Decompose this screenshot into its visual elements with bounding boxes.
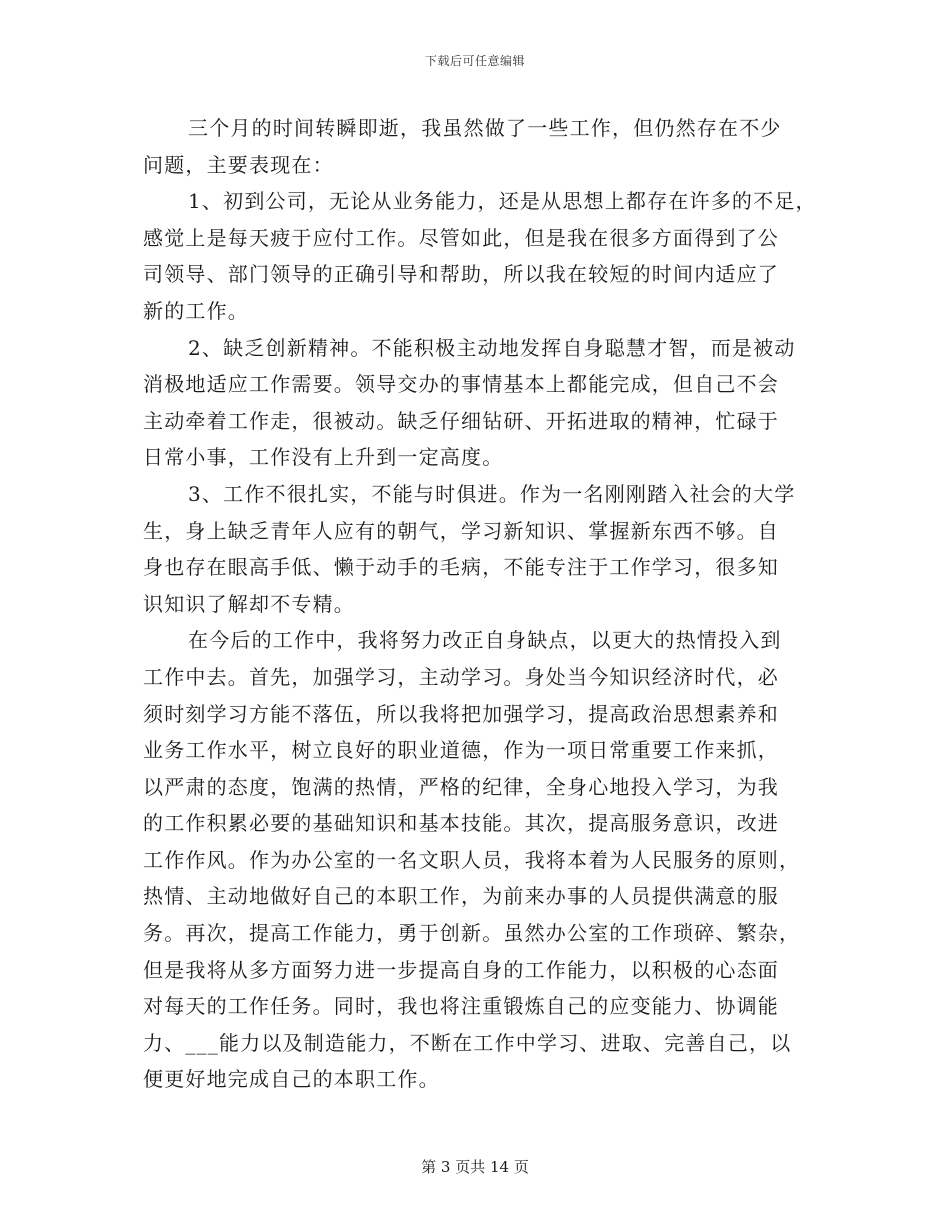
text-line: 热情、主动地做好自己的本职工作，为前来办事的人员提供满意的服 <box>143 884 779 909</box>
text-line: 务。再次，提高工作能力，勇于创新。虽然办公室的工作琐碎、繁杂， <box>143 921 801 946</box>
text-line: 3、工作不很扎实，不能与时俱进。作为一名刚刚踏入社会的大学 <box>188 481 796 506</box>
text-line: 工作作风。作为办公室的一名文职人员，我将本着为人民服务的原则， <box>143 847 801 872</box>
text-line: 以严肃的态度，饱满的热情，严格的纪律，全身心地投入学习，为我 <box>143 774 779 799</box>
page-header-note: 下载后可任意编辑 <box>424 54 525 68</box>
text-line: 须时刻学习方能不落伍，所以我将把加强学习，提高政治思想素养和 <box>143 701 779 726</box>
text-line: 日常小事，工作没有上升到一定高度。 <box>143 445 504 470</box>
text-line: 识知识了解却不专精。 <box>143 591 355 616</box>
text-line: 对每天的工作任务。同时，我也将注重锻炼自己的应变能力、协调能 <box>143 994 779 1019</box>
text-line: 新的工作。 <box>143 298 249 323</box>
text-line: 问题，主要表现在： <box>143 152 334 177</box>
text-line: 2、缺乏创新精神。不能积极主动地发挥自身聪慧才智，而是被动 <box>188 335 796 360</box>
document-body <box>143 110 828 1098</box>
text-line: 的工作积累必要的基础知识和基本技能。其次，提高服务意识，改进 <box>143 811 779 836</box>
text-line: 主动牵着工作走，很被动。缺乏仔细钻研、开拓进取的精神，忙碌于 <box>143 408 779 433</box>
text-line: 在今后的工作中，我将努力改正自身缺点，以更大的热情投入到 <box>188 628 782 653</box>
text-line: 司领导、部门领导的正确引导和帮助，所以我在较短的时间内适应了 <box>143 262 779 287</box>
text-line: 力、___能力以及制造能力，不断在工作中学习、进取、完善自己，以 <box>143 1030 792 1055</box>
text-line: 三个月的时间转瞬即逝，我虽然做了一些工作，但仍然存在不少 <box>188 116 782 140</box>
text-line: 便更好地完成自己的本职工作。 <box>143 1067 440 1092</box>
text-line: 感觉上是每天疲于应付工作。尽管如此，但是我在很多方面得到了公 <box>143 225 779 250</box>
text-line: 消极地适应工作需要。领导交办的事情基本上都能完成，但自己不会 <box>143 372 779 397</box>
page-number: 第 3 页共 14 页 <box>421 1158 529 1176</box>
text-line: 但是我将从多方面努力进一步提高自身的工作能力，以积极的心态面 <box>143 957 779 982</box>
text-line: 业务工作水平，树立良好的职业道德，作为一项日常重要工作来抓， <box>143 738 779 763</box>
text-line: 工作中去。首先，加强学习，主动学习。身处当今知识经济时代，必 <box>143 664 779 689</box>
text-line: 生，身上缺乏青年人应有的朝气，学习新知识、掌握新东西不够。自 <box>143 518 779 543</box>
text-line: 身也存在眼高手低、懒于动手的毛病，不能专注于工作学习，很多知 <box>143 555 779 580</box>
text-line: 1、初到公司，无论从业务能力，还是从思想上都存在许多的不足， <box>188 189 817 214</box>
